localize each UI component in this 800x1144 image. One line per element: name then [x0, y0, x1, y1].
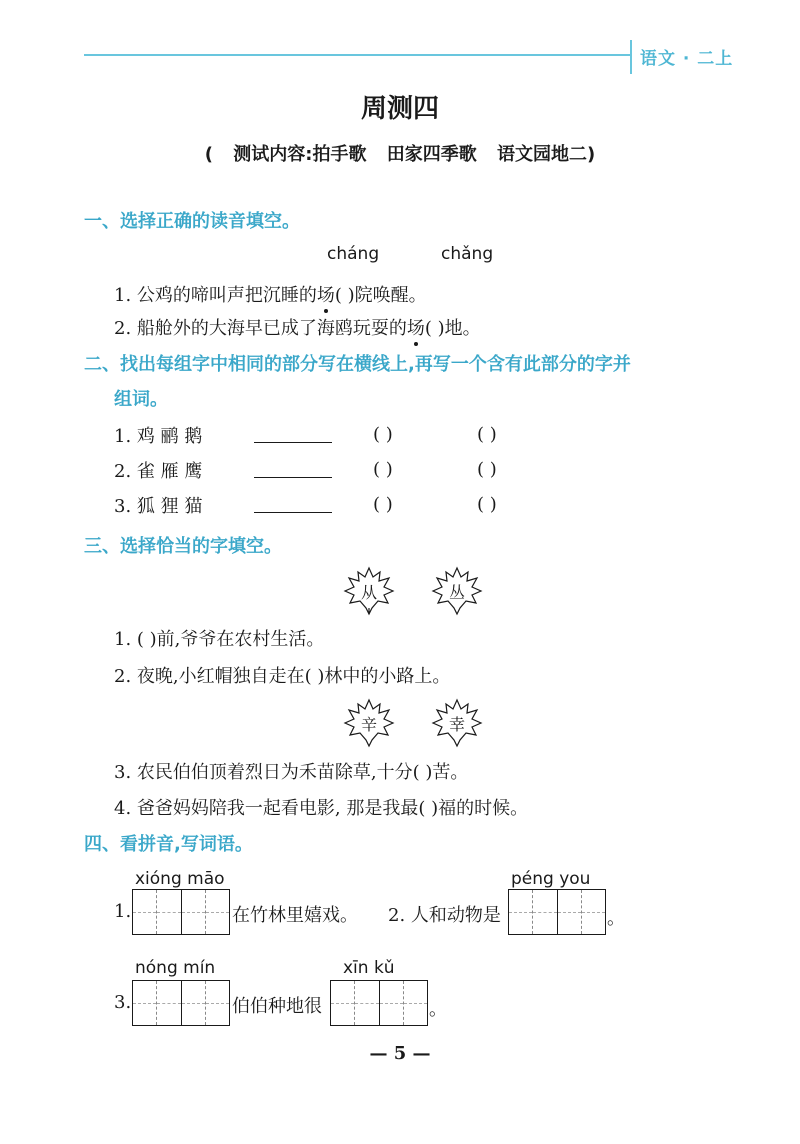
writing-grid-1[interactable] [132, 889, 230, 935]
leaf-2-char: 丛 [448, 583, 465, 602]
s2-row-3-chars: 3. 狐 狸 猫 [114, 496, 203, 517]
s1-q2-target-char: 场 [407, 314, 425, 340]
s2-row-1-chars: 1. 鸡 鹂 鹅 [114, 426, 203, 447]
grid-cell[interactable] [380, 981, 404, 1025]
s2-row-3-char-blank[interactable]: ( ) [373, 494, 393, 515]
s4-q2-end: 。 [607, 908, 625, 929]
grid-cell[interactable] [157, 981, 181, 1025]
s2-row-1-word-blank[interactable]: ( ) [477, 424, 497, 445]
grid-cell[interactable] [509, 890, 533, 934]
grid-cell[interactable] [157, 890, 181, 934]
page-title: 周测四 [360, 94, 439, 124]
header-rule [84, 54, 630, 56]
grid-cell[interactable] [558, 890, 582, 934]
leaf-4-char: 幸 [448, 715, 465, 734]
s3-question-1: 1. ( )前,爷爷在农村生活。 [114, 629, 325, 650]
s1-q2-blank[interactable]: ( )地。 [424, 318, 481, 339]
grid-cell[interactable] [133, 981, 157, 1025]
s4-q1-number: 1. [114, 901, 132, 922]
pinyin-nongmin: nóng mín [135, 958, 216, 978]
leaf-3-char: 辛 [360, 715, 377, 734]
grid-cell[interactable] [182, 890, 206, 934]
s2-row-2-line[interactable] [254, 477, 332, 478]
s1-q1-target-char: 场 [317, 281, 335, 307]
s4-q3-end: 。 [429, 999, 447, 1020]
section-3-heading: 三、选择恰当的字填空。 [84, 536, 282, 557]
grid-cell[interactable] [206, 890, 229, 934]
s2-row-2-word-blank[interactable]: ( ) [477, 459, 497, 480]
s3-question-2: 2. 夜晚,小红帽独自走在( )林中的小路上。 [114, 666, 451, 687]
s4-q1-text: 在竹林里嬉戏。 [232, 905, 358, 926]
grid-cell[interactable] [533, 890, 557, 934]
pinyin-xiongmao: xióng māo [135, 869, 225, 889]
section-2-heading: 二、找出每组字中相同的部分写在横线上,再写一个含有此部分的字并 [84, 354, 631, 375]
header-divider [630, 40, 632, 74]
s4-q3-number: 3. [114, 992, 132, 1013]
subject-tag: 语文 · 二上 [640, 49, 734, 69]
section-1-heading: 一、选择正确的读音填空。 [84, 211, 300, 232]
s1-question-1 [114, 281, 427, 307]
s1-q1-blank[interactable]: ( )院唤醒。 [334, 285, 427, 306]
s2-row-3-word-blank[interactable]: ( ) [477, 494, 497, 515]
section-2-heading-cont: 组词。 [114, 389, 168, 410]
s1-question-2 [114, 314, 481, 340]
leaf-option-1 [342, 566, 396, 616]
s4-q3-text: 伯伯种地很 [232, 996, 322, 1017]
page-number: — 5 — [369, 1043, 431, 1064]
s2-row-1-char-blank[interactable]: ( ) [373, 424, 393, 445]
pinyin-xinku: xīn kǔ [343, 958, 395, 978]
page-subtitle: ( 测试内容:拍手歌 田家四季歌 语文园地二) [204, 144, 596, 165]
pinyin-option-a: cháng [327, 244, 380, 264]
writing-grid-4[interactable] [330, 980, 428, 1026]
s2-row-3-line[interactable] [254, 512, 332, 513]
s3-question-4: 4. 爸爸妈妈陪我一起看电影, 那是我最( )福的时候。 [114, 798, 529, 819]
grid-cell[interactable] [582, 890, 605, 934]
grid-cell[interactable] [206, 981, 229, 1025]
leaf-option-3 [342, 698, 396, 748]
leaf-option-2 [430, 566, 484, 616]
grid-cell[interactable] [355, 981, 379, 1025]
leaf-option-4 [430, 698, 484, 748]
grid-cell[interactable] [331, 981, 355, 1025]
writing-grid-2[interactable] [508, 889, 606, 935]
grid-cell[interactable] [133, 890, 157, 934]
pinyin-pengyou: péng you [511, 869, 591, 889]
s2-row-2-char-blank[interactable]: ( ) [373, 459, 393, 480]
pinyin-option-b: chǎng [441, 244, 494, 264]
section-4-heading: 四、看拼音,写词语。 [84, 834, 253, 855]
s3-question-3: 3. 农民伯伯顶着烈日为禾苗除草,十分( )苦。 [114, 762, 469, 783]
s2-row-2-chars: 2. 雀 雁 鹰 [114, 461, 203, 482]
s1-q1-pre: 1. 公鸡的啼叫声把沉睡的 [114, 285, 317, 306]
grid-cell[interactable] [404, 981, 427, 1025]
leaf-1-char: 从 [360, 583, 377, 602]
grid-cell[interactable] [182, 981, 206, 1025]
s4-q2-text: 2. 人和动物是 [388, 905, 501, 926]
s1-q2-pre: 2. 船舱外的大海早已成了海鸥玩耍的 [114, 318, 407, 339]
s2-row-1-line[interactable] [254, 442, 332, 443]
writing-grid-3[interactable] [132, 980, 230, 1026]
